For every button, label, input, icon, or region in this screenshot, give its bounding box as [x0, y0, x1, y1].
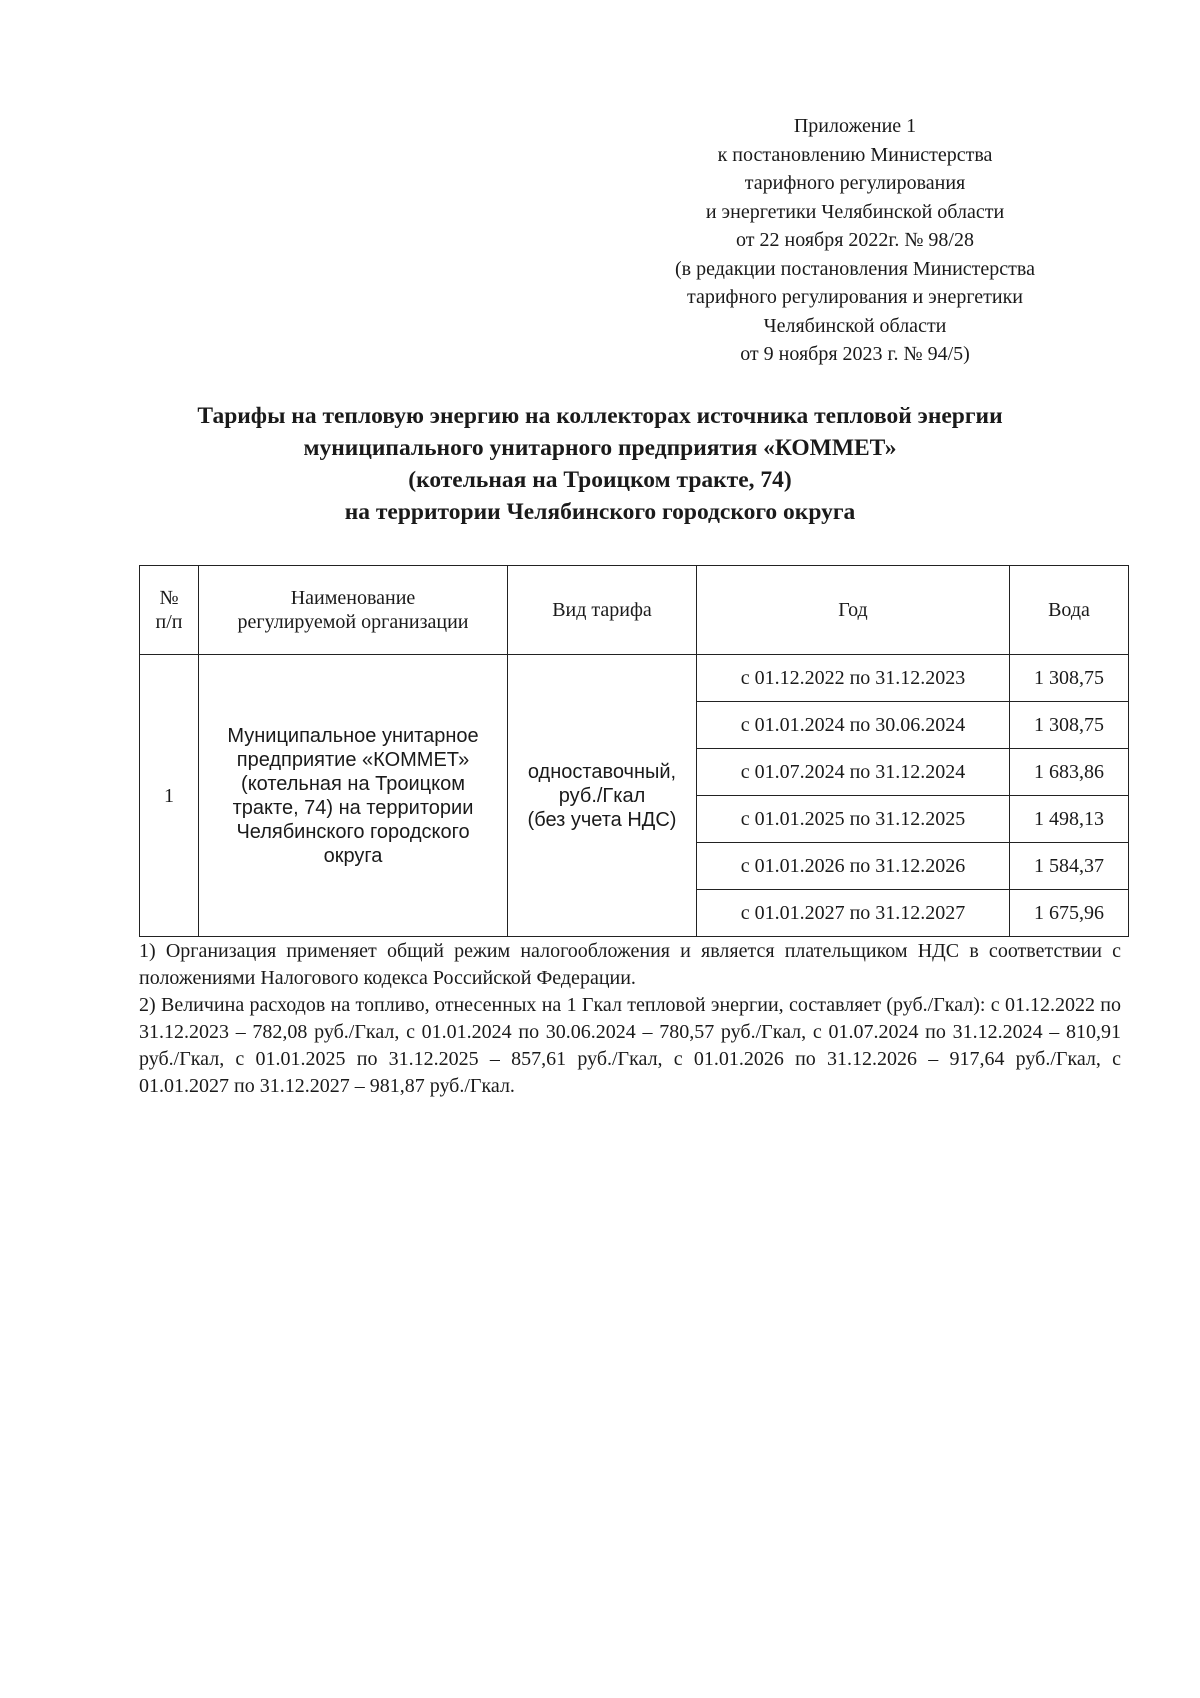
- period-cell: с 01.07.2024 по 31.12.2024: [697, 749, 1010, 796]
- water-value-cell: 1 675,96: [1010, 890, 1129, 937]
- title-line: (котельная на Троицком тракте, 74): [408, 467, 792, 493]
- appendix-line: тарифного регулирования: [744, 172, 966, 194]
- footnotes: [139, 938, 1121, 1100]
- water-value-cell: 1 308,75: [1010, 702, 1129, 749]
- header-num-line: №: [159, 587, 179, 609]
- appendix-line: от 22 ноября 2022г. № 98/28: [736, 229, 974, 251]
- footnote-2: 2) Величина расходов на топливо, отнесенных на 1 Гкал тепловой энергии, составляет (руб./Гкал): с 01.12.2022 по 31.12.2023 – 782,08 руб./Гкал, с 01.01.2024 по 30.06.2024 – 780,57 руб./Гкал, с 01.07.2024 по 31.12.2024 – 810,91 руб./Гкал, с 01.01.2025 по 31.12.2025 – 857,61 руб./Гкал, с 01.01.2026 по 31.12.2026 – 917,64 руб./Гкал, с 01.01.2027 по 31.12.2027 – 981,87 руб./Гкал.: [139, 994, 1121, 1097]
- title-line: на территории Челябинского городского округа: [344, 499, 856, 525]
- header-num: [140, 566, 199, 655]
- period-cell: с 01.01.2024 по 30.06.2024: [697, 702, 1010, 749]
- kind-line: одноставочный,: [527, 760, 677, 783]
- appendix-line: тарифного регулирования и энергетики: [686, 286, 1024, 308]
- header-num-line: п/п: [155, 611, 183, 633]
- period-cell: с 01.12.2022 по 31.12.2023: [697, 655, 1010, 702]
- period-cell: с 01.01.2026 по 31.12.2026: [697, 843, 1010, 890]
- water-value-cell: 1 498,13: [1010, 796, 1129, 843]
- org-line: округа: [323, 844, 383, 867]
- water-value-cell: 1 584,37: [1010, 843, 1129, 890]
- header-org: [199, 566, 508, 655]
- appendix-line: (в редакции постановления Министерства: [675, 257, 1035, 280]
- org-line: Муниципальное унитарное: [227, 724, 479, 747]
- header-year: Год: [697, 566, 1010, 655]
- appendix-line: Приложение 1: [793, 115, 917, 137]
- appendix-line: к постановлению Министерства: [717, 143, 993, 166]
- table-row: [140, 655, 1129, 702]
- footnote-1: 1) Организация применяет общий режим налогообложения и является плательщиком НДС в соответствии с положениями Налогового кодекса Российской Федерации.: [139, 940, 1121, 989]
- water-value-cell: 1 308,75: [1010, 655, 1129, 702]
- header-org-line: регулируемой организации: [237, 611, 469, 633]
- org-line: предприятие «КОММЕТ»: [236, 748, 470, 771]
- period-cell: с 01.01.2025 по 31.12.2025: [697, 796, 1010, 843]
- document-title: [100, 400, 1100, 528]
- org-line: тракте, 74) на территории: [232, 796, 474, 819]
- kind-line: руб./Гкал: [558, 784, 646, 807]
- row-number: 1: [140, 655, 199, 937]
- tariff-table: [139, 565, 1129, 937]
- appendix-header: [640, 112, 1070, 369]
- title-line: муниципального унитарного предприятия «КОММЕТ»: [303, 435, 897, 461]
- title-line: Тарифы на тепловую энергию на коллекторах источника тепловой энергии: [197, 403, 1003, 429]
- header-water: Вода: [1010, 566, 1129, 655]
- tariff-kind: [508, 655, 697, 937]
- appendix-line: Челябинской области: [763, 314, 947, 337]
- header-org-line: Наименование: [290, 587, 416, 609]
- header-kind: Вид тарифа: [508, 566, 697, 655]
- organization-name: [199, 655, 508, 937]
- period-cell: с 01.01.2027 по 31.12.2027: [697, 890, 1010, 937]
- table-header-row: [140, 566, 1129, 655]
- appendix-line: и энергетики Челябинской области: [705, 200, 1005, 223]
- appendix-line: от 9 ноября 2023 г. № 94/5): [740, 343, 970, 365]
- water-value-cell: 1 683,86: [1010, 749, 1129, 796]
- kind-line: (без учета НДС): [527, 808, 677, 831]
- org-line: (котельная на Троицком: [241, 772, 465, 795]
- org-line: Челябинского городского: [236, 820, 470, 843]
